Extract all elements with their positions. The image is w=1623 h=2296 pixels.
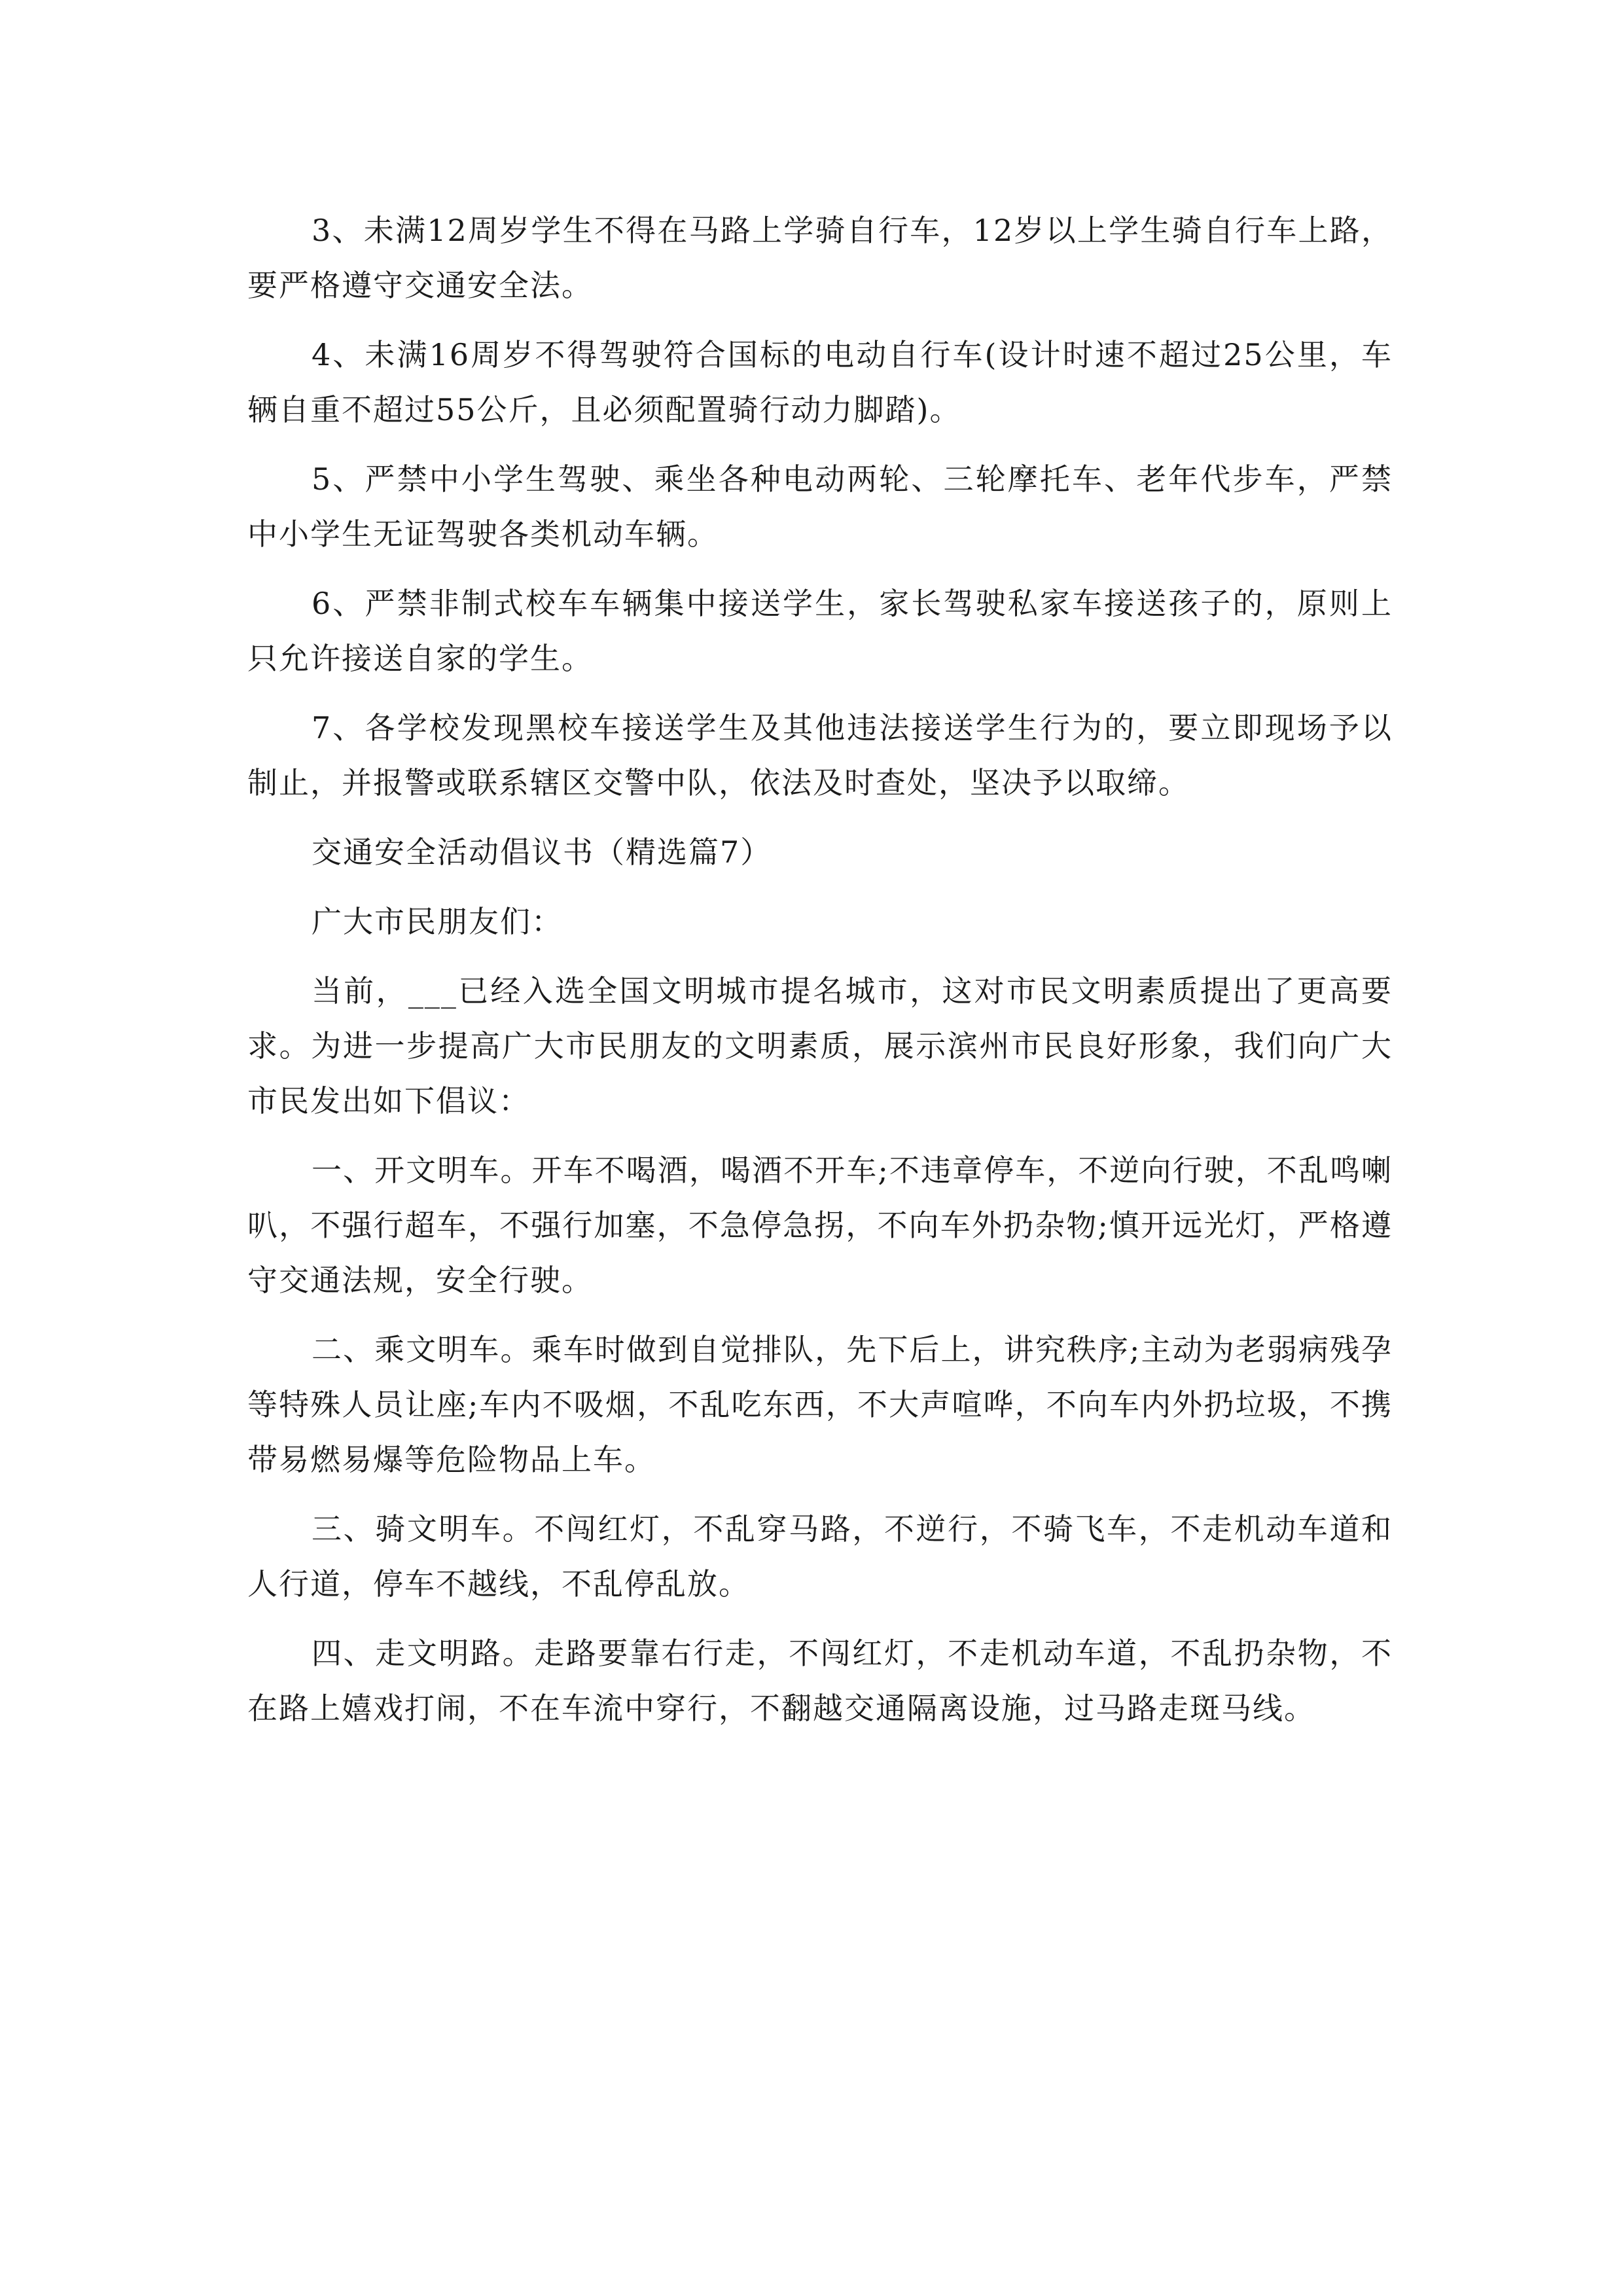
rule-item-7: 7、各学校发现黑校车接送学生及其他违法接送学生行为的，要立即现场予以制止，并报警或联系辖区交警中队，依法及时查处，坚决予以取缔。 bbox=[247, 710, 1393, 800]
proposal-cycling: 三、骑文明车。不闯红灯，不乱穿马路，不逆行，不骑飞车，不走机动车道和人行道，停车不越线，不乱停乱放。 bbox=[247, 1511, 1393, 1602]
proposal-driving: 一、开文明车。开车不喝酒，喝酒不开车;不违章停车，不逆向行驶，不乱鸣喇叭，不强行超车，不强行加塞，不急停急拐，不向车外扔杂物;慎开远光灯，严格遵守交通法规，安全行驶。 bbox=[247, 1153, 1393, 1298]
document-body bbox=[247, 203, 1393, 1750]
proposal-walking: 四、走文明路。走路要靠右行走，不闯红灯，不走机动车道，不乱扔杂物，不在路上嬉戏打闹，不在车流中穿行，不翻越交通隔离设施，过马路走斑马线。 bbox=[247, 1636, 1393, 1726]
rule-item-5: 5、严禁中小学生驾驶、乘坐各种电动两轮、三轮摩托车、老年代步车，严禁中小学生无证驾驶各类机动车辆。 bbox=[247, 461, 1393, 552]
salutation: 广大市民朋友们： bbox=[312, 904, 563, 939]
section-title: 交通安全活动倡议书（精选篇7） bbox=[312, 834, 772, 870]
rule-item-3: 3、未满12周岁学生不得在马路上学骑自行车，12岁以上学生骑自行车上路，要严格遵守交通安全法。 bbox=[247, 213, 1393, 303]
proposal-riding-transit: 二、乘文明车。乘车时做到自觉排队，先下后上，讲究秩序;主动为老弱病残孕等特殊人员让座;车内不吸烟，不乱吃东西，不大声喧哗，不向车内外扔垃圾，不携带易燃易爆等危险物品上车。 bbox=[247, 1332, 1393, 1477]
rule-item-6: 6、严禁非制式校车车辆集中接送学生，家长驾驶私家车接送孩子的，原则上只允许接送自家的学生。 bbox=[247, 586, 1393, 676]
rule-item-4: 4、未满16周岁不得驾驶符合国标的电动自行车(设计时速不超过25公里，车辆自重不超过55公斤，且必须配置骑行动力脚踏)。 bbox=[247, 337, 1393, 427]
intro-paragraph: 当前，___已经入选全国文明城市提名城市，这对市民文明素质提出了更高要求。为进一步提高广大市民朋友的文明素质，展示滨州市民良好形象，我们向广大市民发出如下倡议： bbox=[247, 973, 1393, 1119]
